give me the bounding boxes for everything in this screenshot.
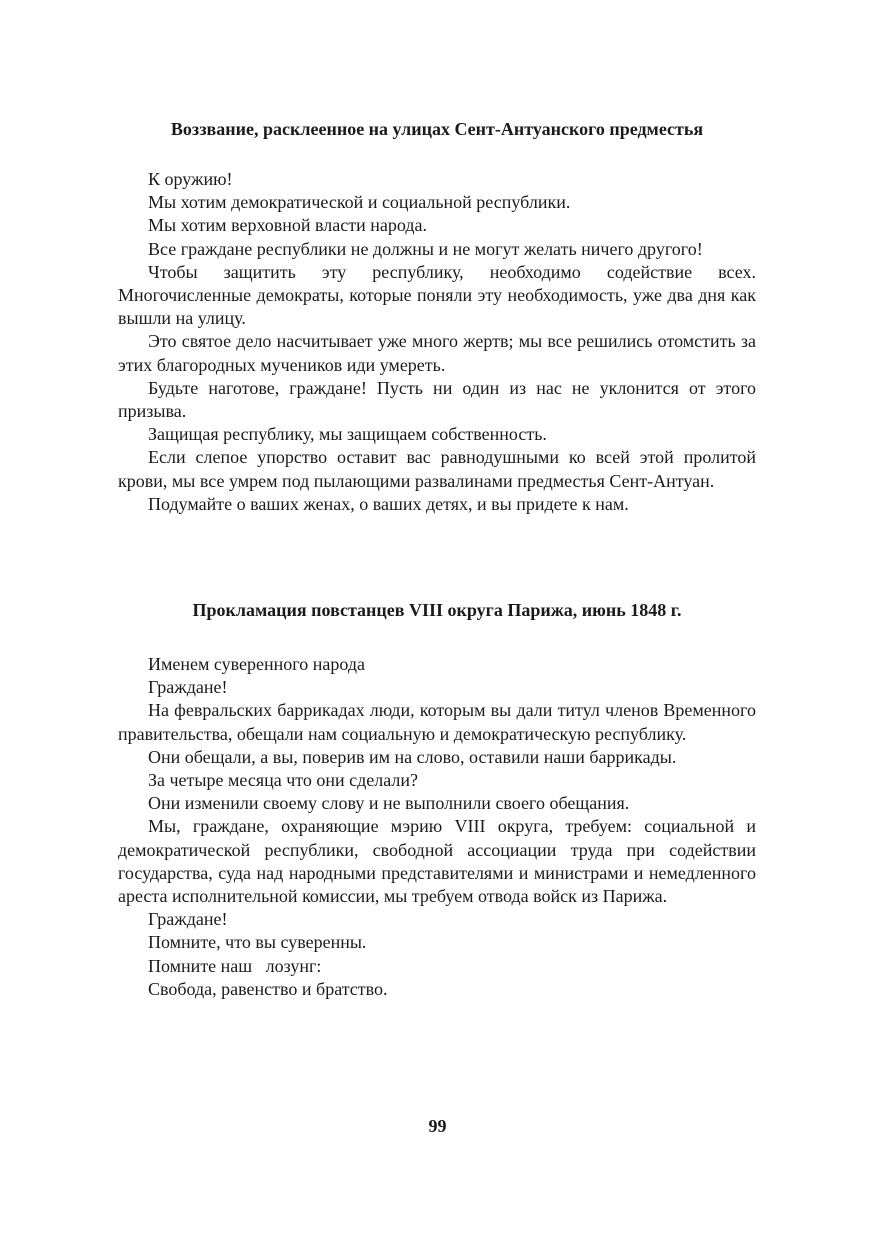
proclamation-section (118, 597, 756, 1001)
paragraph: Граждане! (148, 677, 228, 698)
paragraph: К оружию! (148, 169, 233, 189)
paragraph: Мы, граждане, охраняющие мэрию VIII округа, требуем: социальной и демократической республики, свободной ассоциации труда при содействии государства, суда над народными представителями и министрами и немедленного ареста исполнительной комиссии, мы требуем отвода войск из Парижа. (118, 816, 756, 907)
paragraph: Защищая республику, мы защищаем собственность. (148, 424, 547, 445)
paragraph: Все граждане республики не должны и не могут желать ничего другого! (148, 238, 703, 259)
paragraph: Помните, что вы суверенны. (148, 932, 367, 953)
paragraph: Граждане! (148, 909, 228, 930)
paragraph: Именем суверенного народа (148, 654, 365, 674)
paragraph: Свобода, равенство и братство. (148, 978, 388, 999)
paragraph: Подумайте о ваших женах, о ваших детях, и вы придете к нам. (148, 493, 629, 514)
paragraph: Помните наш лозунг: (148, 955, 322, 976)
paragraph: Они изменили своему слову и не выполнили своего обещания. (148, 793, 630, 814)
paragraph: Они обещали, а вы, поверив им на слово, оставили наши баррикады. (148, 746, 677, 767)
paragraph: Мы хотим демократической и социальной республики. (148, 192, 571, 213)
proclamation-heading: Прокламация повстанцев VIII округа Парижа, июнь 1848 г. (192, 600, 682, 620)
appeal-section (118, 116, 756, 516)
paragraph: Чтобы защитить эту республику, необходимо содействие всех. Многочисленные демократы, которые поняли эту необходимость, уже два дня как вышли на улицу. (118, 261, 756, 329)
appeal-heading: Воззвание, расклеенное на улицах Сент-Антуанского предместья (170, 119, 704, 139)
paragraph: За четыре месяца что они сделали? (148, 770, 419, 791)
paragraph: Мы хотим верховной власти народа. (148, 215, 427, 236)
paragraph: Если слепое упорство оставит вас равнодушными ко всей этой пролитой крови, мы все умрем под пылающими развалинами предместья Сент-Антуан. (118, 447, 756, 491)
paragraph: Это святое дело насчитывает уже много жертв; мы все решились отомстить за этих благородных мучеников иди умереть. (118, 331, 756, 375)
paragraph: Будьте наготове, граждане! Пусть ни один из нас не уклонится от этого призыва. (118, 377, 756, 422)
paragraph: На февральских баррикадах люди, которым вы дали титул членов Временного правительства, обещали нам социальную и демократическую республику. (118, 700, 756, 744)
page-number: 99 (428, 1116, 447, 1136)
